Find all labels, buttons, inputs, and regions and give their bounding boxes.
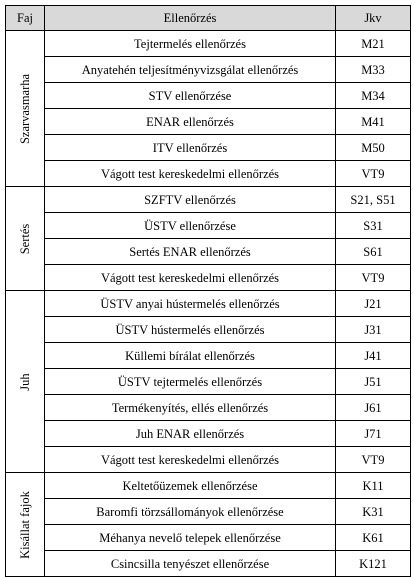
inspection-name-cell: Méhanya nevelő telepek ellenőrzése <box>45 525 336 551</box>
inspection-name-cell: Vágott test kereskedelmi ellenőrzés <box>45 265 336 291</box>
inspection-name-cell: Anyatehén teljesítményvizsgálat ellenőrzés <box>45 57 336 83</box>
inspection-name-cell: Juh ENAR ellenőrzés <box>45 421 336 447</box>
table-header <box>6 6 411 31</box>
table-row <box>6 395 411 421</box>
table-row <box>6 213 411 239</box>
inspection-name-cell: Baromfi törzsállományok ellenőrzése <box>45 499 336 525</box>
table-row <box>6 135 411 161</box>
species-label: Szarvasmarha <box>18 73 32 144</box>
species-label: Sertés <box>18 223 32 254</box>
inspection-name-cell: Csincsilla tenyészet ellenőrzése <box>45 551 336 577</box>
report-code-cell: K11 <box>336 473 411 499</box>
inspection-name-cell: Sertés ENAR ellenőrzés <box>45 239 336 265</box>
report-code-cell: M50 <box>336 135 411 161</box>
table-row <box>6 83 411 109</box>
table-row <box>6 161 411 187</box>
species-group-cell <box>6 31 45 187</box>
report-code-cell: J21 <box>336 291 411 317</box>
table-row <box>6 343 411 369</box>
table-row <box>6 421 411 447</box>
table-row <box>6 187 411 213</box>
header-faj: Faj <box>6 6 45 31</box>
header-row <box>6 6 411 31</box>
report-code-cell: J41 <box>336 343 411 369</box>
inspection-name-cell: Vágott test kereskedelmi ellenőrzés <box>45 161 336 187</box>
table-row <box>6 499 411 525</box>
table-row <box>6 265 411 291</box>
inspection-name-cell: Küllemi bírálat ellenőrzés <box>45 343 336 369</box>
report-code-cell: K31 <box>336 499 411 525</box>
table-row <box>6 473 411 499</box>
report-code-cell: VT9 <box>336 447 411 473</box>
report-code-cell: VT9 <box>336 265 411 291</box>
report-code-cell: VT9 <box>336 161 411 187</box>
inspection-name-cell: Tejtermelés ellenőrzés <box>45 31 336 57</box>
inspection-name-cell: ENAR ellenőrzés <box>45 109 336 135</box>
table-row <box>6 239 411 265</box>
inspection-name-cell: ÜSTV anyai hústermelés ellenőrzés <box>45 291 336 317</box>
species-group-cell <box>6 473 45 577</box>
header-jkv: Jkv <box>336 6 411 31</box>
report-code-cell: M41 <box>336 109 411 135</box>
report-code-cell: K121 <box>336 551 411 577</box>
report-code-cell: J71 <box>336 421 411 447</box>
table-row <box>6 317 411 343</box>
table-row <box>6 57 411 83</box>
report-code-cell: J31 <box>336 317 411 343</box>
inspection-name-cell: Vágott test kereskedelmi ellenőrzés <box>45 447 336 473</box>
table-row <box>6 369 411 395</box>
inspection-name-cell: ÜSTV ellenőrzése <box>45 213 336 239</box>
species-group-cell <box>6 291 45 473</box>
report-code-cell: M33 <box>336 57 411 83</box>
inspection-name-cell: ITV ellenőrzés <box>45 135 336 161</box>
inspection-name-cell: ÜSTV hústermelés ellenőrzés <box>45 317 336 343</box>
report-code-cell: S61 <box>336 239 411 265</box>
species-label: Juh <box>18 372 32 391</box>
species-group-cell <box>6 187 45 291</box>
inspection-name-cell: Termékenyítés, ellés ellenőrzés <box>45 395 336 421</box>
table-body <box>6 31 411 577</box>
table-row <box>6 525 411 551</box>
header-ellenorzes: Ellenőrzés <box>45 6 336 31</box>
inspection-name-cell: SZFTV ellenőrzés <box>45 187 336 213</box>
report-code-cell: M34 <box>336 83 411 109</box>
inspection-table <box>5 5 411 577</box>
report-code-cell: K61 <box>336 525 411 551</box>
inspection-name-cell: STV ellenőrzése <box>45 83 336 109</box>
report-code-cell: M21 <box>336 31 411 57</box>
species-label: Kisállat fajok <box>18 490 32 559</box>
table-row <box>6 31 411 57</box>
report-code-cell: J61 <box>336 395 411 421</box>
table-row <box>6 109 411 135</box>
inspection-name-cell: ÜSTV tejtermelés ellenőrzés <box>45 369 336 395</box>
table-row <box>6 291 411 317</box>
table-row <box>6 447 411 473</box>
report-code-cell: J51 <box>336 369 411 395</box>
report-code-cell: S21, S51 <box>336 187 411 213</box>
report-code-cell: S31 <box>336 213 411 239</box>
inspection-name-cell: Keltetőüzemek ellenőrzése <box>45 473 336 499</box>
